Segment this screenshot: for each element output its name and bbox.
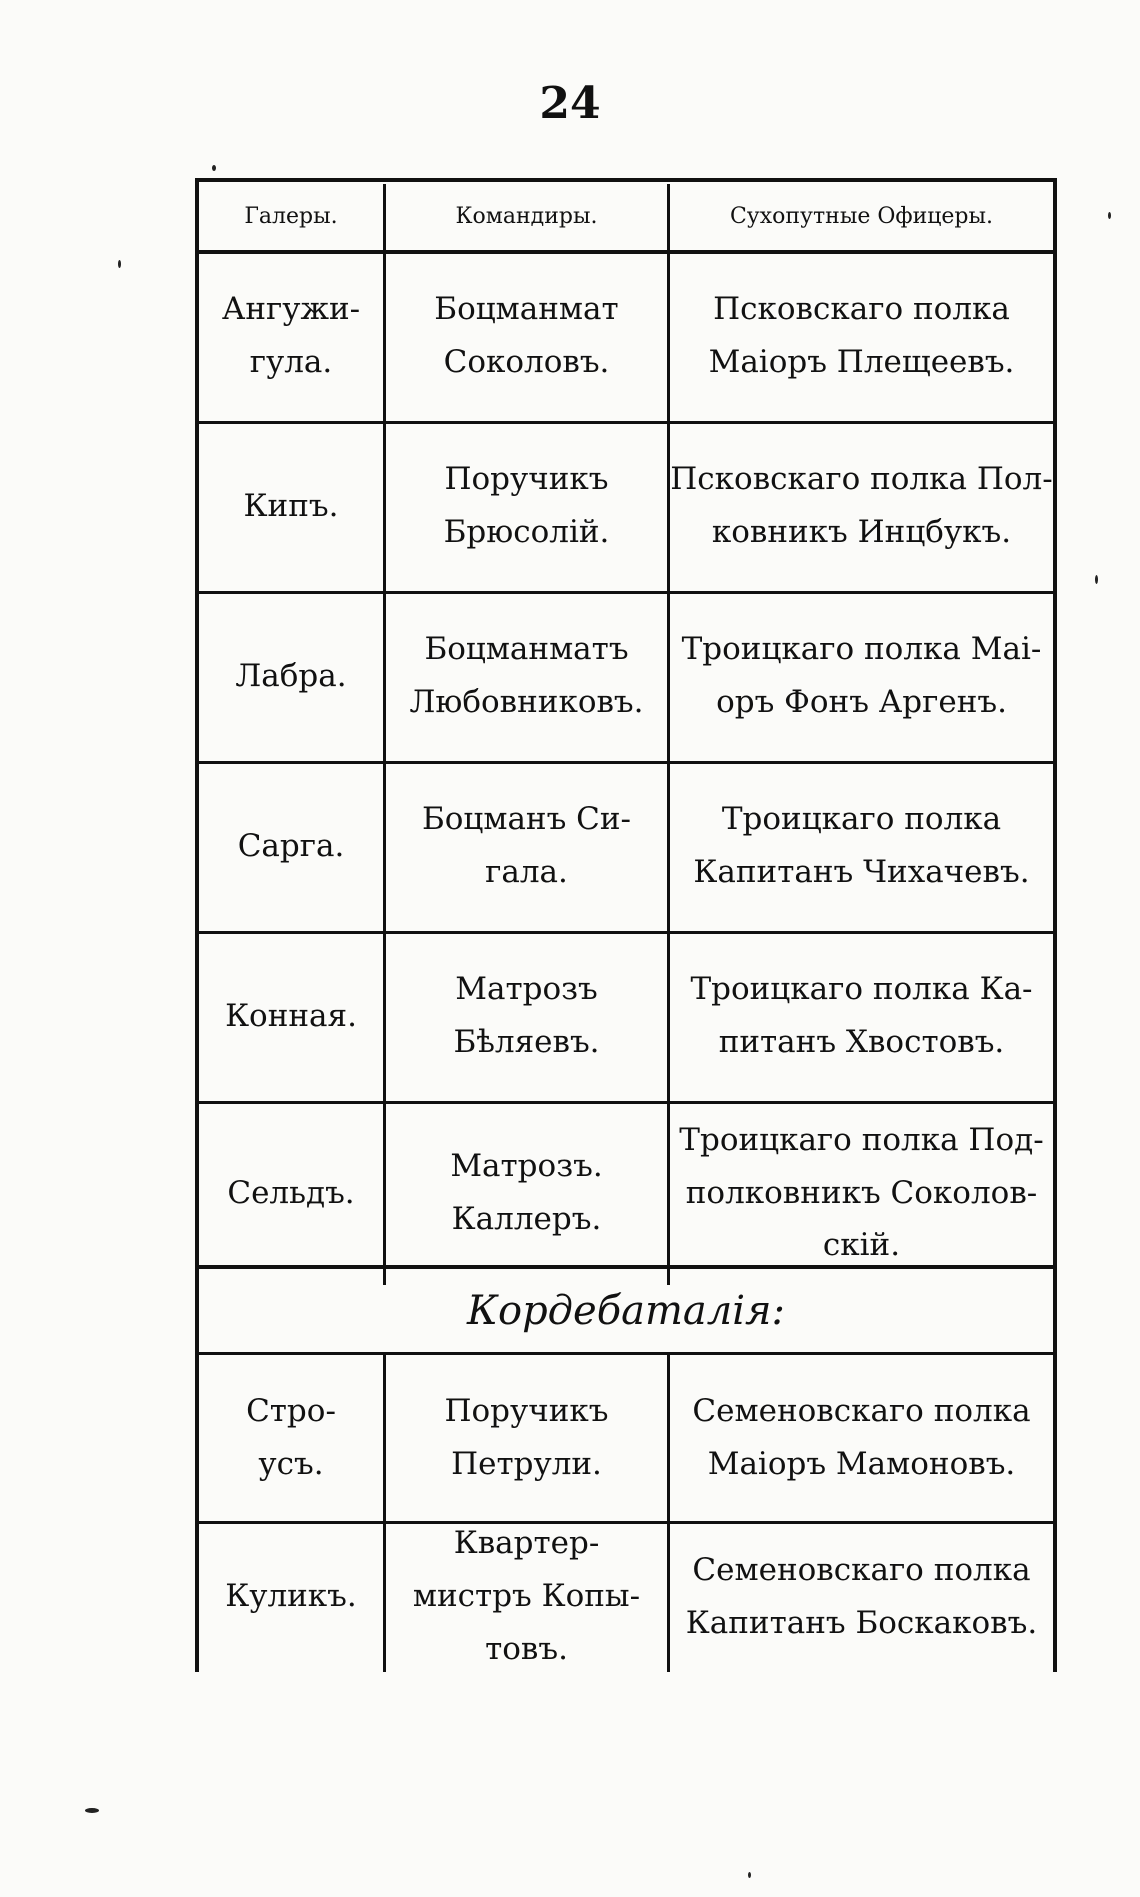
table-row [199,1521,1053,1672]
cell-line: полковникъ Соколов- [685,1174,1038,1211]
cell-line: ковникъ Инцбукъ. [711,514,1012,550]
commander-cell [383,1521,667,1672]
header-officers: Сухопутные Офицеры. [667,184,1053,250]
cell-line: Псковскаго полка [713,290,1010,327]
cell-line: Соколовъ. [443,343,610,380]
table-header-row [199,184,1053,254]
commander-cell [383,761,667,931]
cell-line: Любовниковъ. [409,684,644,720]
galley-cell [199,761,383,931]
table-row [199,761,1053,934]
cell-line: Семеновскаго полка [692,1393,1031,1430]
galley-cell [199,1521,383,1672]
cell-line: гула. [249,343,333,380]
cell-line: Семеновскаго полка [692,1551,1031,1588]
table-row [199,931,1053,1104]
officer-cell [667,1101,1053,1285]
cell-line: Петрули. [451,1446,602,1482]
cell-line: Каллеръ. [451,1201,602,1237]
table-row [199,1101,1053,1285]
commander-cell [383,591,667,761]
roster-table [195,180,1057,1672]
galley-cell [199,931,383,1101]
cell-line: Брюсолiй. [443,514,610,550]
cell-line: Троицкаго полка Под- [679,1121,1044,1158]
cell-line: товъ. [485,1630,568,1667]
table-row [199,1355,1053,1524]
cell-line: Матрозъ. [450,1148,603,1185]
cell-line: Троицкаго полка Маi- [681,631,1042,668]
cell-line: Бѣляевъ. [453,1024,600,1060]
cell-line: Кипъ. [243,487,339,524]
table-row [199,591,1053,764]
cell-line: Поручикъ [444,461,609,498]
officer-cell [667,1521,1053,1672]
cell-line: Троицкаго полка [721,801,1002,838]
cell-line: Куликъ. [225,1578,357,1615]
officer-cell [667,421,1053,591]
cell-line: Маiоръ Плещеевъ. [708,343,1015,380]
commander-cell [383,1101,667,1285]
table-row [199,250,1053,424]
page-number: 24 [539,78,601,129]
cell-line: Боцманматъ [424,631,629,668]
officer-cell [667,250,1053,421]
commander-cell [383,250,667,421]
commander-cell [383,1355,667,1521]
officer-cell [667,931,1053,1101]
cell-line: Сельдъ. [227,1174,355,1211]
cell-line: Поручикъ [444,1393,609,1430]
cell-line: Капитанъ Чихачевъ. [693,854,1030,890]
galley-cell [199,421,383,591]
header-commanders: Командиры. [383,184,667,250]
cell-line: усъ. [258,1446,324,1482]
cell-line: Боцманъ Си- [421,801,632,838]
commander-cell [383,421,667,591]
cell-line: Маiоръ Мамоновъ. [707,1446,1016,1482]
cell-line: Лабра. [235,657,347,694]
cell-line: Капитанъ Боскаковъ. [685,1604,1038,1641]
cell-line: Матрозъ [455,971,598,1008]
cell-line: Сарга. [237,827,345,864]
header-galleys: Галеры. [244,204,338,230]
commander-cell [383,931,667,1101]
officer-cell [667,591,1053,761]
cell-line: Квартер- [453,1525,600,1562]
officer-cell [667,1355,1053,1521]
cell-line: Троицкаго полка Ка- [690,971,1033,1008]
cell-line: Боцманмат [434,290,619,327]
galley-cell [199,250,383,421]
officer-cell [667,761,1053,931]
cell-line: оръ Фонъ Аргенъ. [716,684,1007,720]
table-row [199,421,1053,594]
cell-line: Стро- [246,1393,336,1430]
cell-line: Псковскаго полка Пол- [670,461,1053,498]
galley-cell [199,591,383,761]
cell-line: мистръ Копы- [412,1578,641,1615]
galley-cell [199,1101,383,1285]
cell-line: гала. [485,854,568,890]
galley-cell [199,1355,383,1521]
cell-line: Ангужи- [221,290,361,327]
cell-line: скiй. [822,1227,901,1264]
section-heading: Кордебаталiя: [199,1265,1053,1355]
cell-line: питанъ Хвостовъ. [718,1024,1005,1060]
cell-line: Конная. [225,997,357,1034]
